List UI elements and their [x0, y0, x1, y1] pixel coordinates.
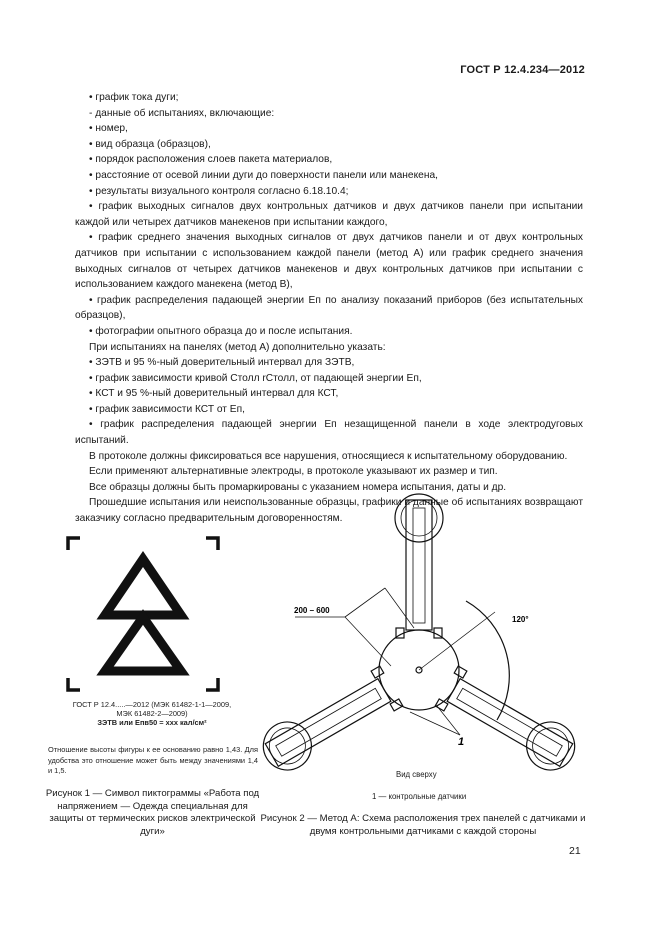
text-line: • график распределения падающей энергии Eп по анализу показаний приборов (без испытательных образцов),: [75, 294, 583, 322]
fig1-std-line: ГОСТ Р 12.4.....—2012 (МЭК 61482-1-1—2009,: [72, 700, 232, 709]
text-line: • порядок расположения слоев пакета материалов,: [89, 154, 333, 166]
fig2-legend: 1 — контрольные датчики: [372, 792, 467, 801]
fig1-note: Отношение высоты фигуры к ее основанию равно 1,43. Для удобства это отношение может быть между значениями 1,4 и 1,5.: [48, 745, 258, 775]
text-line: • график распределения падающей энергии Eп незащищенной панели в ходе электродуговых испытаний.: [75, 419, 583, 447]
text-line: • КСТ и 95 %-ный доверительный интервал для КСТ,: [89, 388, 339, 400]
dimension-line: [345, 588, 385, 617]
page-number: 21: [569, 845, 581, 857]
panel-arm-top: [395, 494, 443, 638]
text-line: Все образцы должны быть промаркированы с указанием номера испытания, даты и др.: [89, 481, 507, 493]
text-line: - данные об испытаниях, включающие:: [89, 107, 275, 119]
callout-leader: [410, 712, 460, 735]
text-line: • номер,: [89, 123, 128, 135]
text-line: • результаты визуального контроля согласно 6.18.10.4;: [89, 185, 349, 197]
text-line: • график среднего значения выходных сигналов от двух датчиков панели и от двух контрольных датчиков при испытании с использованием каждой панели (метод А) или график среднего значения выходных сигналов от четырех датчиков манекенов и двух контрольных датчиков при испытании с использованием каждого манекена (метод В),: [75, 232, 583, 291]
fig1-formula: ЗЭТВ или Eпв50 = xxx кал/см²: [97, 718, 207, 727]
angle-label: 120°: [512, 615, 529, 624]
fig1-std-line: МЭК 61482-2—2009): [116, 709, 188, 718]
dimension-label: 200 – 600: [294, 606, 330, 615]
text-line: • вид образца (образцов),: [89, 138, 211, 150]
text-line: Прошедшие испытания или неиспользованные образцы, графики и данные об испытаниях возвращают заказчику согласно предварительным договоренностям.: [75, 497, 583, 525]
text-line: • график выходных сигналов двух контрольных датчиков и двух датчиков панели при испытании каждой или четырех датчиков манекенов при испытании каждого,: [75, 201, 583, 228]
text-line: При испытаниях на панелях (метод А) дополнительно указать:: [89, 341, 386, 353]
doc-header: ГОСТ Р 12.4.234—2012: [460, 64, 585, 76]
text-line: • график зависимости КСТ от Eп,: [89, 403, 245, 415]
view-label: Вид сверху: [396, 770, 437, 779]
angle-leader: [419, 612, 495, 670]
text-line: В протоколе должны фиксироваться все нарушения, относящиеся к испытательному оборудованию.: [89, 450, 568, 462]
text-line: • график зависимости кривой Столл rСтолл, от падающей энергии Eп,: [89, 372, 422, 384]
text-line: • расстояние от осевой линии дуги до поверхности панели или манекена,: [89, 169, 438, 181]
text-line: • график тока дуги;: [89, 92, 179, 103]
fig2-caption: Рисунок 2 — Метод А: Схема расположения трех панелей с датчиками и двумя контрольными датчиками с каждой стороны: [260, 813, 586, 837]
text-line: • фотографии опытного образца до и после испытания.: [89, 325, 353, 337]
text-line: • ЗЭТВ и 95 %-ный доверительный интервал для ЗЭТВ,: [89, 357, 355, 369]
angle-arc: [466, 601, 509, 720]
fig1-caption: Рисунок 1 — Символ пиктограммы «Работа под напряжением — Одежда специальная для защиты от термических рисков электрической дуги»: [45, 788, 260, 837]
callout-number: 1: [458, 736, 465, 748]
text-line: Если применяют альтернативные электроды, в протоколе указывают их размер и тип.: [89, 466, 498, 478]
